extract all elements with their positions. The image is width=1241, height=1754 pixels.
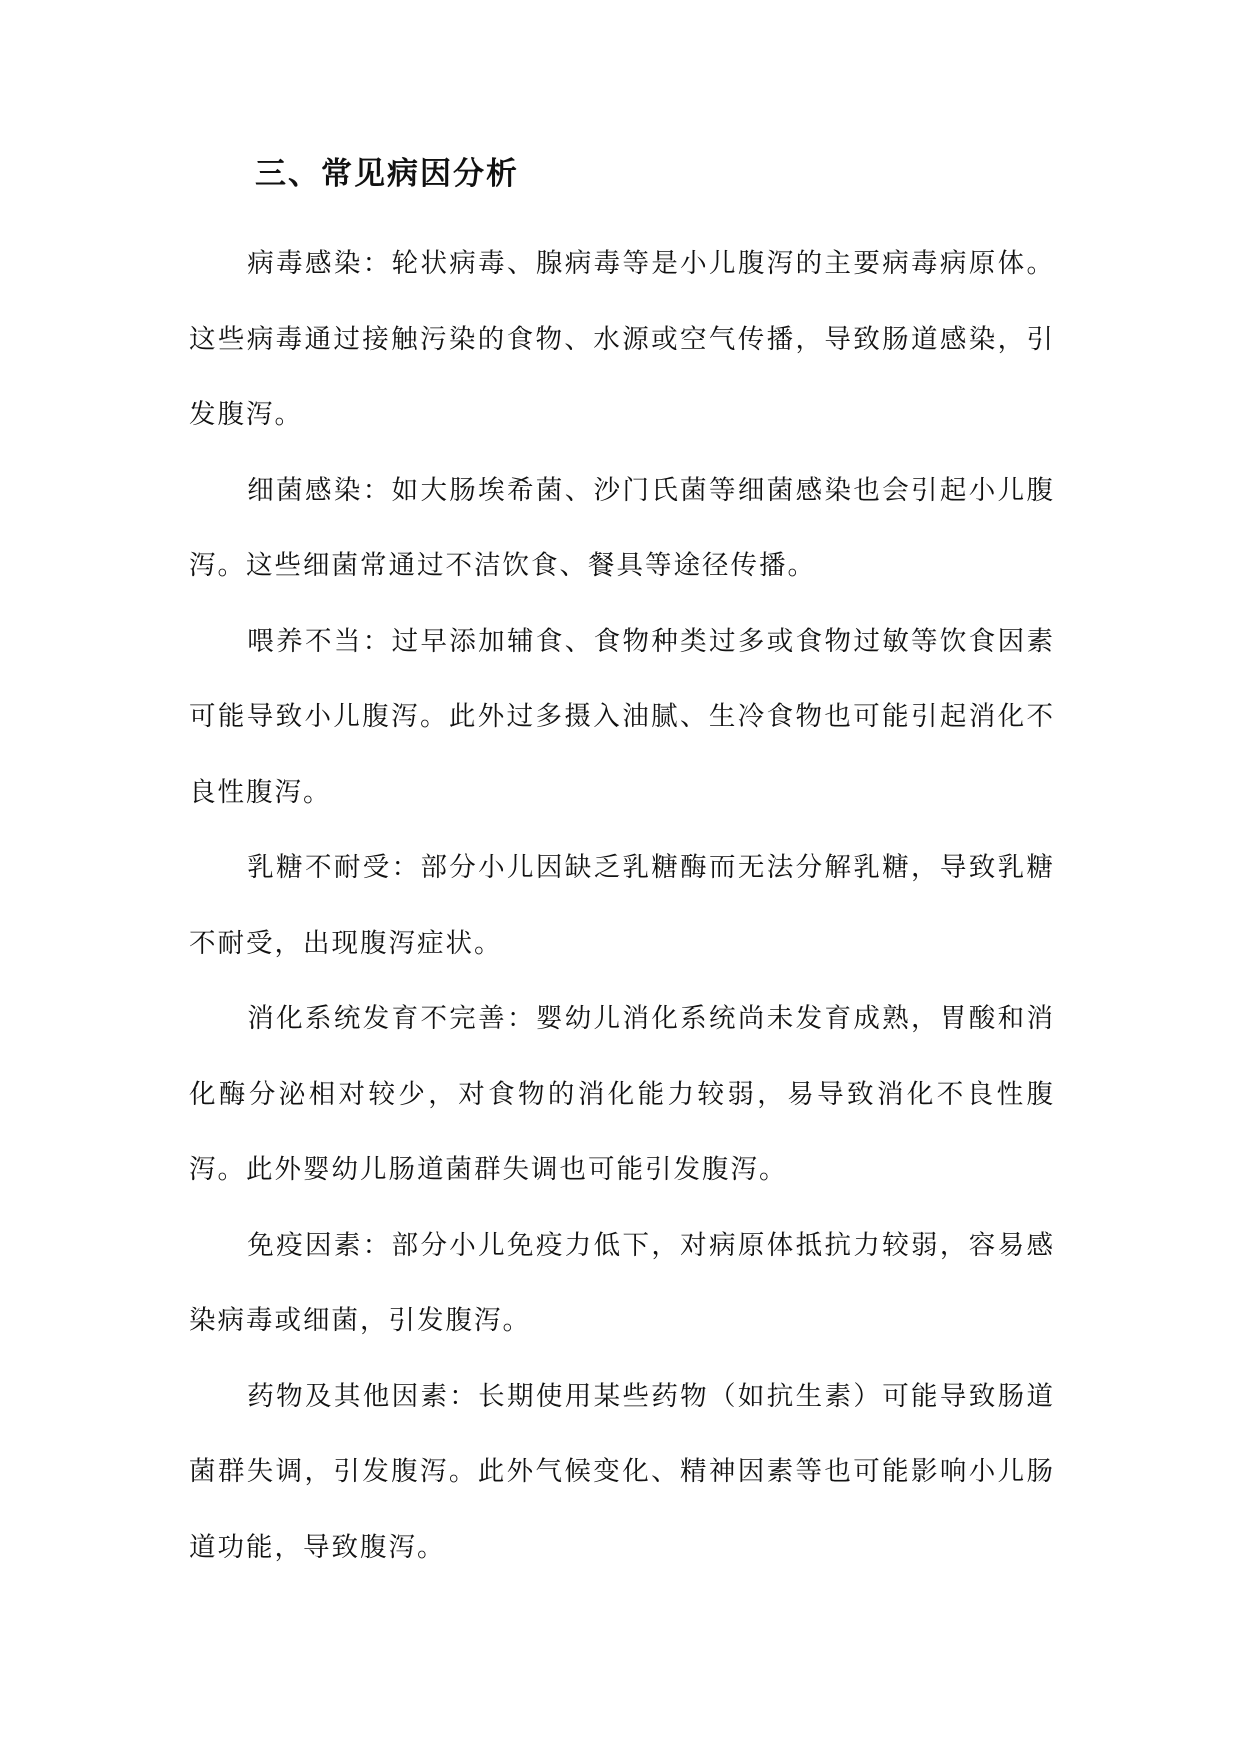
paragraph-drugs-and-other: 药物及其他因素：长期使用某些药物（如抗生素）可能导致肠道菌群失调，引发腹泻。此外气候变化、精神因素等也可能影响小儿肠道功能，导致腹泻。 bbox=[189, 1380, 1055, 1563]
paragraph-immune-factors: 免疫因素：部分小儿免疫力低下，对病原体抵抗力较弱，容易感染病毒或细菌，引发腹泻。 bbox=[189, 1229, 1055, 1336]
paragraph-bacterial-infection: 细菌感染：如大肠埃希菌、沙门氏菌等细菌感染也会引起小儿腹泻。这些细菌常通过不洁饮食、餐具等途径传播。 bbox=[189, 474, 1055, 581]
section-body bbox=[189, 226, 1055, 1585]
paragraph-improper-feeding: 喂养不当：过早添加辅食、食物种类过多或食物过敏等饮食因素可能导致小儿腹泻。此外过多摄入油腻、生冷食物也可能引起消化不良性腹泻。 bbox=[189, 625, 1055, 808]
paragraph-digestive-system: 消化系统发育不完善：婴幼儿消化系统尚未发育成熟，胃酸和消化酶分泌相对较少，对食物的消化能力较弱，易导致消化不良性腹泻。此外婴幼儿肠道菌群失调也可能引发腹泻。 bbox=[189, 1003, 1055, 1185]
paragraph-lactose-intolerance: 乳糖不耐受：部分小儿因缺乏乳糖酶而无法分解乳糖，导致乳糖不耐受，出现腹泻症状。 bbox=[189, 852, 1055, 959]
section-heading: 三、常见病因分析 bbox=[255, 156, 519, 192]
paragraph-viral-infection: 病毒感染：轮状病毒、腺病毒等是小儿腹泻的主要病毒病原体。这些病毒通过接触污染的食物、水源或空气传播，导致肠道感染，引发腹泻。 bbox=[189, 248, 1055, 430]
